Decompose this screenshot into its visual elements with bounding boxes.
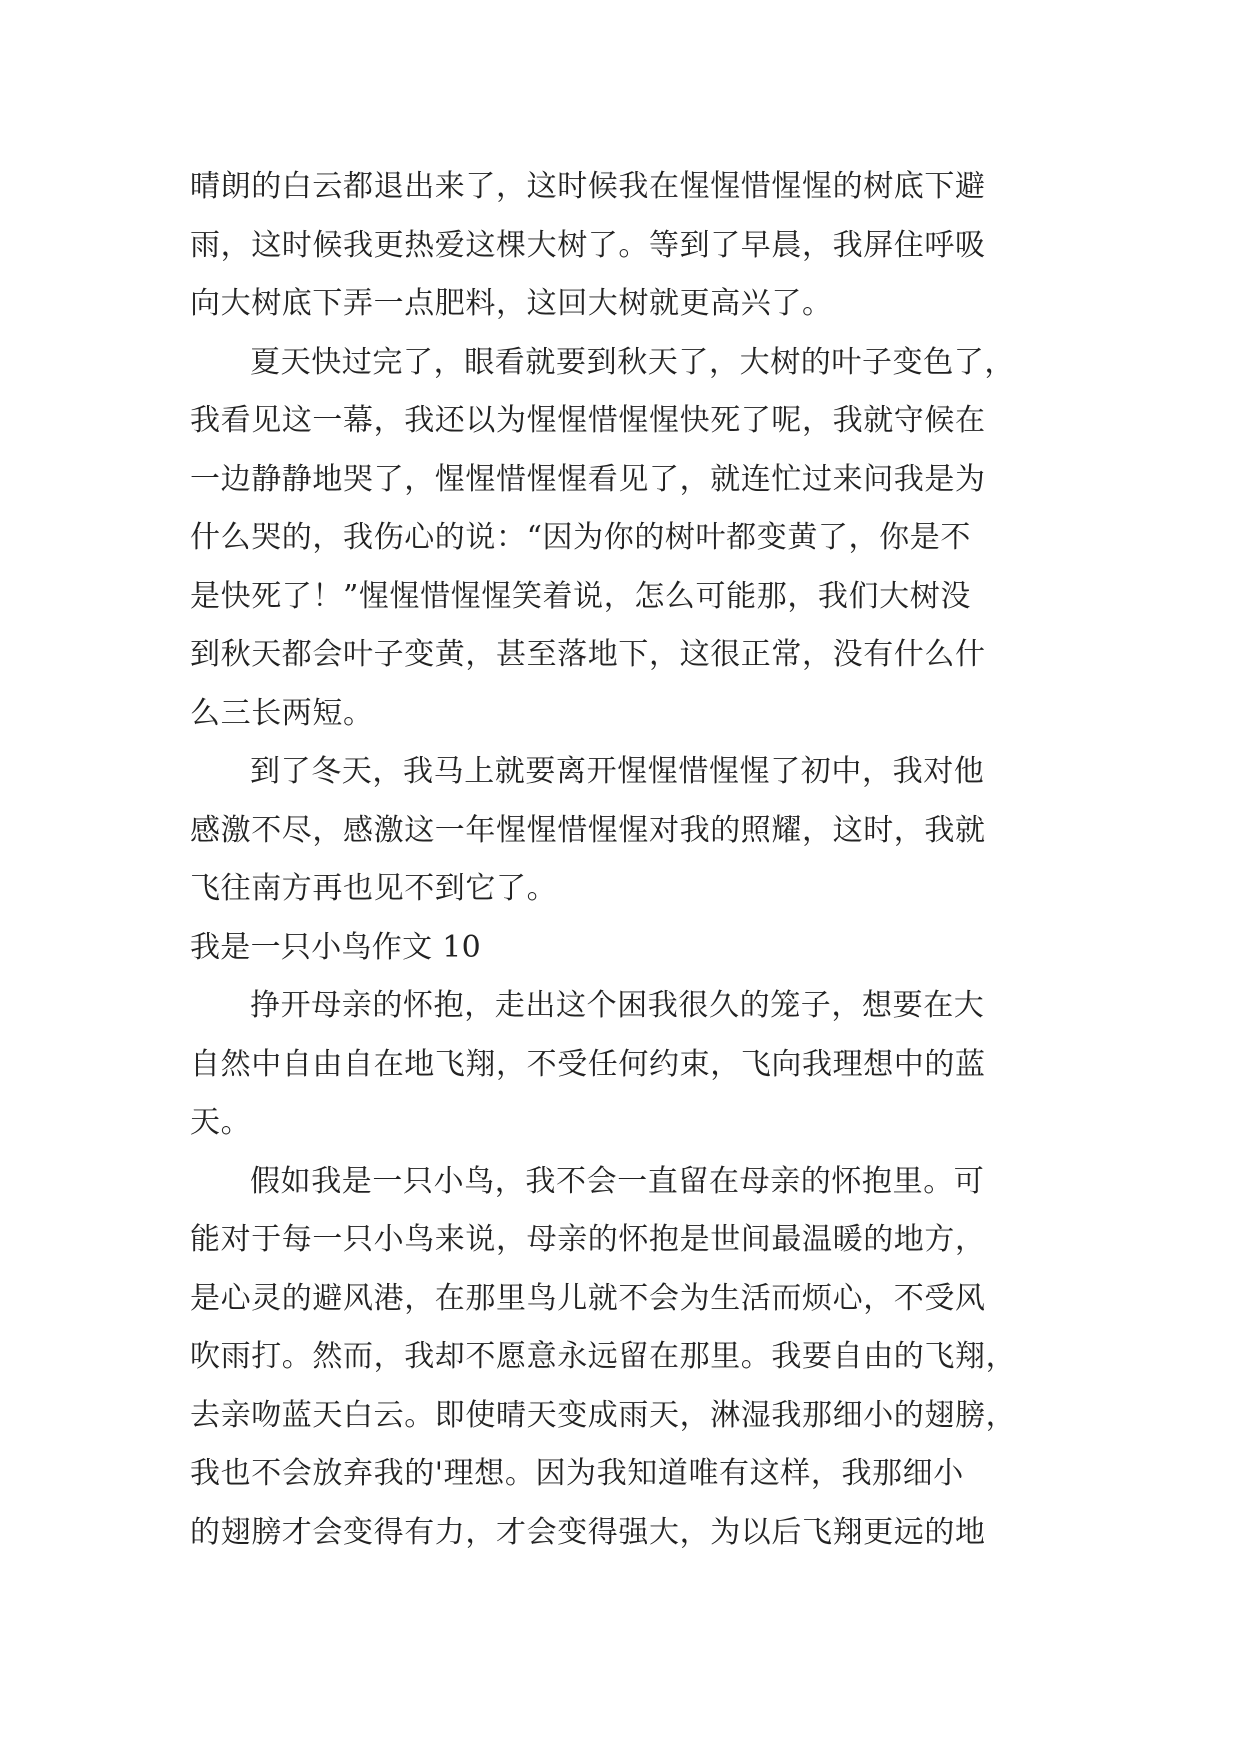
- text-line: 是心灵的避风港，在那里鸟儿就不会为生活而烦心，不受风: [190, 1280, 986, 1316]
- text-line: 晴朗的白云都退出来了，这时候我在惺惺惜惺惺的树底下避: [190, 169, 986, 204]
- text-line: 飞往南方再也见不到它了。: [190, 871, 558, 906]
- text-line: 假如我是一只小鸟，我不会一直留在母亲的怀抱里。可: [250, 1163, 985, 1199]
- text-line: 去亲吻蓝天白云。即使晴天变成雨天，淋湿我那细小的翅膀，: [190, 1397, 1017, 1433]
- text-line: 向大树底下弄一点肥料，这回大树就更高兴了。: [190, 286, 833, 321]
- text-line: 我看见这一幕，我还以为惺惺惜惺惺快死了呢，我就守候在: [190, 403, 986, 438]
- text-line: 感激不尽，感激这一年惺惺惜惺惺对我的照耀，这时，我就: [190, 812, 986, 848]
- text-line: 一边静静地哭了，惺惺惜惺惺看见了，就连忙过来问我是为: [190, 461, 986, 497]
- text-line: 自然中自由自在地飞翔，不受任何约束，飞向我理想中的蓝: [190, 1046, 986, 1082]
- text-line: 的翅膀才会变得有力，才会变得强大，为以后飞翔更远的地: [190, 1514, 986, 1550]
- text-line: 雨，这时候我更热爱这棵大树了。等到了早晨，我屏住呼吸: [190, 227, 986, 263]
- document-body: [190, 158, 1050, 1562]
- text-line: 么三长两短。: [190, 695, 374, 731]
- text-line: 到秋天都会叶子变黄，甚至落地下，这很正常，没有什么什: [190, 637, 986, 672]
- text-line: 夏天快过完了，眼看就要到秋天了，大树的叶子变色了，: [250, 344, 1015, 380]
- text-line: 是快死了！”惺惺惜惺惺笑着说，怎么可能那，我们大树没: [190, 578, 971, 614]
- text-line: 我也不会放弃我的'理想。因为我知道唯有这样，我那细小: [190, 1456, 964, 1491]
- section-heading: 我是一只小鸟作文 10: [190, 929, 482, 965]
- text-line: 吹雨打。然而，我却不愿意永远留在那里。我要自由的飞翔，: [190, 1339, 1017, 1374]
- text-line: 挣开母亲的怀抱，走出这个困我很久的笼子，想要在大: [250, 988, 985, 1023]
- text-line: 能对于每一只小鸟来说，母亲的怀抱是世间最温暖的地方，: [190, 1222, 986, 1257]
- text-line: 什么哭的，我伤心的说：“因为你的树叶都变黄了，你是不: [190, 520, 971, 555]
- text-line: 天。: [190, 1105, 252, 1140]
- text-line: 到了冬天，我马上就要离开惺惺惜惺惺了初中，我对他: [250, 754, 985, 789]
